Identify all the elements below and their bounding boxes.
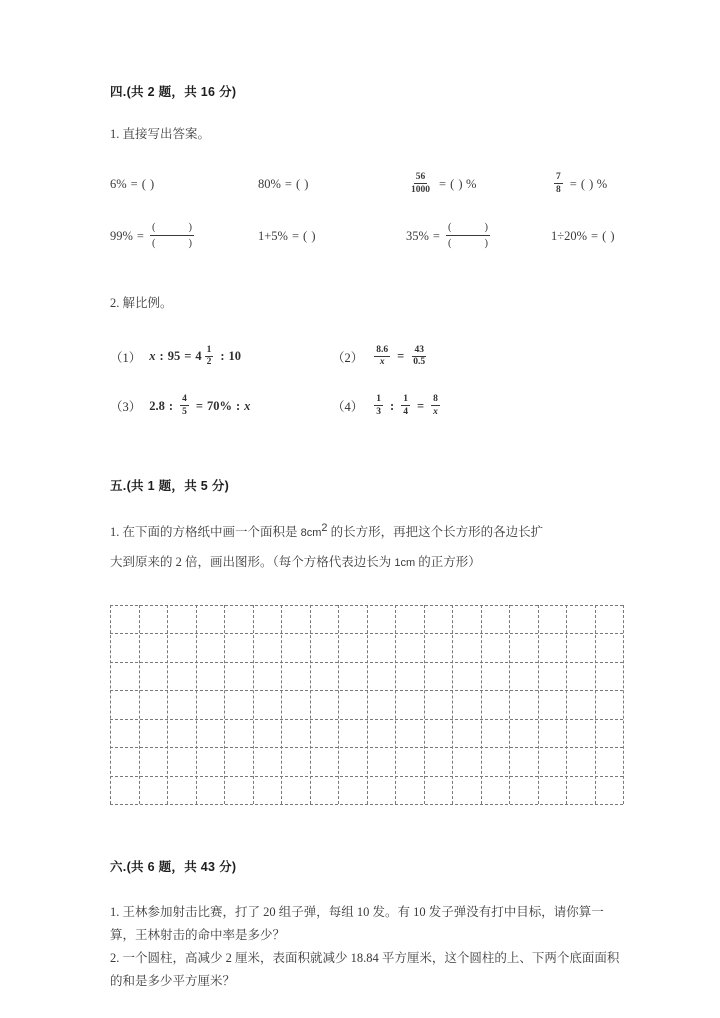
number-2point8: 2.8 bbox=[149, 398, 165, 413]
grid-line-horizontal bbox=[110, 776, 623, 777]
equals-sign: = bbox=[184, 349, 192, 364]
grid-line-vertical bbox=[623, 605, 624, 805]
expr-lhs: 1÷20% bbox=[551, 228, 588, 243]
section-five-problem1-line2 bbox=[110, 550, 626, 574]
equals-sign: = bbox=[569, 176, 577, 191]
section-five-heading: 五.(共 1 题，共 5 分) bbox=[110, 478, 230, 493]
section-four-heading: 四.(共 2 题，共 16 分) bbox=[110, 85, 237, 99]
proportion-item-3 bbox=[110, 395, 332, 418]
proportion-expression bbox=[371, 345, 430, 368]
fraction-denominator: 2 bbox=[206, 357, 212, 368]
grid-line-vertical bbox=[481, 605, 482, 805]
number-95: 95 bbox=[167, 349, 181, 364]
grid-line-vertical bbox=[253, 605, 254, 805]
expr-lhs: 80% bbox=[258, 176, 281, 191]
ratio-colon: : bbox=[390, 398, 395, 413]
section-five-problem1-line1 bbox=[110, 520, 626, 544]
proportion-item-1 bbox=[110, 345, 332, 368]
grid-line-horizontal bbox=[110, 633, 623, 634]
fraction-43-over-0point5 bbox=[411, 345, 427, 368]
equals-sign: = bbox=[130, 176, 138, 191]
proportion-number: （3） bbox=[110, 400, 142, 415]
paren-close: ) bbox=[188, 222, 192, 234]
ratio-colon: : bbox=[235, 398, 241, 413]
fraction-8point6-over-x bbox=[374, 345, 390, 368]
fraction-numerator: 56 bbox=[414, 172, 428, 184]
grid-line-vertical bbox=[167, 605, 168, 805]
proportion-row-1 bbox=[110, 345, 626, 368]
fraction-1-over-3 bbox=[374, 394, 383, 417]
paren-open: ( bbox=[151, 238, 156, 250]
fraction-56-over-1000 bbox=[409, 172, 432, 195]
fillin-item-6 bbox=[258, 229, 406, 244]
equals-sign: = bbox=[291, 228, 300, 243]
paren-close: ) bbox=[484, 222, 488, 234]
grid-line-vertical bbox=[110, 605, 111, 805]
fraction-numerator: 8 bbox=[431, 394, 440, 406]
fraction-denominator: 1000 bbox=[411, 184, 430, 195]
grid-line-horizontal bbox=[110, 662, 623, 663]
variable-x: x bbox=[244, 398, 251, 413]
section-four-problem1-label: 1. 直接写出答案。 bbox=[110, 127, 211, 141]
equals-sign: = bbox=[284, 176, 292, 191]
answer-blank-numerator[interactable] bbox=[446, 221, 490, 236]
grid-line-horizontal bbox=[110, 690, 623, 691]
fraction-numerator: 1 bbox=[374, 394, 383, 406]
fillin-row-2 bbox=[110, 222, 626, 251]
grid-line-vertical bbox=[196, 605, 197, 805]
fraction-numerator: 4 bbox=[180, 394, 189, 406]
section-six-heading: 六.(共 6 题，共 43 分) bbox=[110, 859, 237, 874]
expr-lhs: 99% bbox=[110, 228, 133, 243]
grid-line-horizontal bbox=[110, 605, 623, 606]
fraction-numerator: 1 bbox=[205, 345, 214, 357]
proportion-row-2 bbox=[110, 395, 626, 418]
fraction-denominator: 0.5 bbox=[413, 357, 426, 368]
answer-blank[interactable]: ( ) bbox=[580, 176, 594, 191]
fillin-item-4 bbox=[551, 172, 607, 195]
answer-blank[interactable]: ( ) bbox=[450, 176, 464, 191]
section-six-problem-1: 1. 王林参加射击比赛，打了 20 组子弹，每组 10 发。有 10 发子弹没有打中目标，请你算一算，王林射击的命中率是多少？ bbox=[110, 904, 604, 942]
grid-line-vertical bbox=[595, 605, 596, 805]
proportion-item-2 bbox=[332, 345, 430, 368]
proportion-number: （2） bbox=[332, 350, 364, 365]
expr-lhs: 6% bbox=[110, 176, 127, 191]
unit-8cm: 8cm bbox=[300, 526, 322, 539]
answer-blank-denominator[interactable] bbox=[150, 236, 194, 250]
section-four-problem2-label: 2. 解比例。 bbox=[110, 295, 173, 310]
grid-line-vertical bbox=[281, 605, 282, 805]
paren-open: ( bbox=[447, 222, 452, 234]
equals-sign: = bbox=[136, 228, 144, 243]
problem-text-part: 的长方形，再把这个长方形的各边长扩 bbox=[327, 524, 544, 539]
proportion-number: （4） bbox=[332, 400, 364, 415]
percent-sign: % bbox=[596, 176, 608, 191]
proportion-item-4 bbox=[332, 395, 443, 418]
fraction-denominator: 4 bbox=[403, 406, 408, 417]
fraction-numerator: 43 bbox=[412, 345, 426, 357]
equals-sign: = bbox=[591, 228, 599, 243]
problem-text-part: 的正方形） bbox=[415, 555, 481, 570]
fraction-8-over-x bbox=[431, 394, 440, 417]
fraction-denominator: x bbox=[433, 406, 438, 417]
answer-blank-numerator[interactable] bbox=[150, 221, 194, 236]
fraction-numerator: 7 bbox=[554, 172, 563, 184]
grid-line-vertical bbox=[367, 605, 368, 805]
section-six-problem-2: 2. 一个圆柱，高减少 2 厘米，表面积就减少 18.84 平方厘米，这个圆柱的上、下两个底面面积的和是多少平方厘米？ bbox=[110, 950, 620, 988]
fraction-denominator: 3 bbox=[376, 406, 382, 417]
superscript-two: 2 bbox=[321, 521, 328, 534]
grid-line-vertical bbox=[139, 605, 140, 805]
fillin-item-1 bbox=[110, 177, 258, 192]
answer-blank-fraction[interactable] bbox=[150, 221, 194, 250]
proportion-expression bbox=[149, 345, 241, 368]
fraction-7-over-8 bbox=[554, 172, 563, 195]
fraction-denominator: 5 bbox=[182, 406, 187, 417]
answer-blank-denominator[interactable] bbox=[446, 236, 490, 250]
grid-line-vertical bbox=[452, 605, 453, 805]
equals-sign: = bbox=[416, 398, 425, 413]
expr-lhs: 35% bbox=[406, 228, 429, 243]
grid-line-vertical bbox=[395, 605, 396, 805]
expr-lhs: 1+5% bbox=[258, 228, 288, 243]
grid-paper[interactable] bbox=[110, 605, 623, 805]
fillin-item-2 bbox=[258, 177, 406, 192]
fillin-item-8 bbox=[551, 229, 615, 244]
paren-close: ) bbox=[484, 238, 488, 250]
equals-sign: = bbox=[195, 398, 203, 413]
paren-open: ( bbox=[151, 222, 156, 234]
fillin-item-5 bbox=[110, 222, 258, 251]
fraction-4-over-5 bbox=[180, 394, 189, 417]
fraction-numerator: 8.6 bbox=[374, 345, 390, 357]
ratio-colon: : bbox=[168, 398, 174, 413]
variable-x: x bbox=[149, 349, 156, 364]
paren-close: ) bbox=[188, 238, 192, 250]
grid-line-vertical bbox=[509, 605, 510, 805]
proportion-expression bbox=[149, 395, 250, 418]
answer-blank[interactable]: ( ) bbox=[303, 228, 316, 243]
grid-line-vertical bbox=[224, 605, 225, 805]
proportion-number: （1） bbox=[110, 350, 142, 365]
fraction-1-over-4 bbox=[401, 394, 410, 417]
answer-blank[interactable]: ( ) bbox=[141, 176, 155, 191]
percent-70: 70% bbox=[206, 398, 232, 413]
answer-blank-fraction[interactable] bbox=[446, 221, 490, 250]
grid-line-vertical bbox=[338, 605, 339, 805]
worksheet-content bbox=[110, 82, 626, 993]
fraction-denominator: x bbox=[379, 357, 385, 368]
mixed-whole: 4 bbox=[195, 349, 202, 364]
paren-open: ( bbox=[447, 238, 452, 250]
mixed-number-4-and-half bbox=[195, 345, 216, 368]
grid-line-vertical bbox=[566, 605, 567, 805]
grid-line-vertical bbox=[310, 605, 311, 805]
answer-blank[interactable]: ( ) bbox=[602, 228, 616, 243]
fraction-1-over-2 bbox=[205, 345, 214, 368]
grid-line-horizontal bbox=[110, 747, 623, 748]
grid-paper-area bbox=[110, 605, 623, 803]
percent-sign: % bbox=[466, 176, 477, 191]
fillin-item-3 bbox=[406, 172, 551, 195]
equals-sign: = bbox=[439, 176, 447, 191]
fraction-numerator: 1 bbox=[401, 394, 410, 406]
fillin-item-7 bbox=[406, 222, 551, 251]
grid-line-horizontal bbox=[110, 719, 623, 720]
grid-line-vertical bbox=[424, 605, 425, 805]
problem-text-part: 大到原来的 2 倍，画出图形。（每个方格代表边长为 bbox=[110, 555, 395, 570]
unit-1cm: 1cm bbox=[394, 557, 416, 570]
proportion-expression bbox=[371, 395, 443, 418]
problem-text-part: 1. 在下面的方格纸中画一个面积是 bbox=[110, 524, 301, 539]
fillin-row-1 bbox=[110, 172, 626, 195]
equals-sign: = bbox=[432, 228, 440, 243]
answer-blank[interactable]: ( ) bbox=[295, 176, 309, 191]
ratio-colon: : bbox=[220, 349, 225, 364]
equals-sign: = bbox=[397, 349, 405, 364]
ratio-colon: : bbox=[159, 349, 164, 364]
number-10: 10 bbox=[228, 349, 241, 364]
fraction-denominator: 8 bbox=[556, 184, 561, 195]
grid-line-vertical bbox=[538, 605, 539, 805]
